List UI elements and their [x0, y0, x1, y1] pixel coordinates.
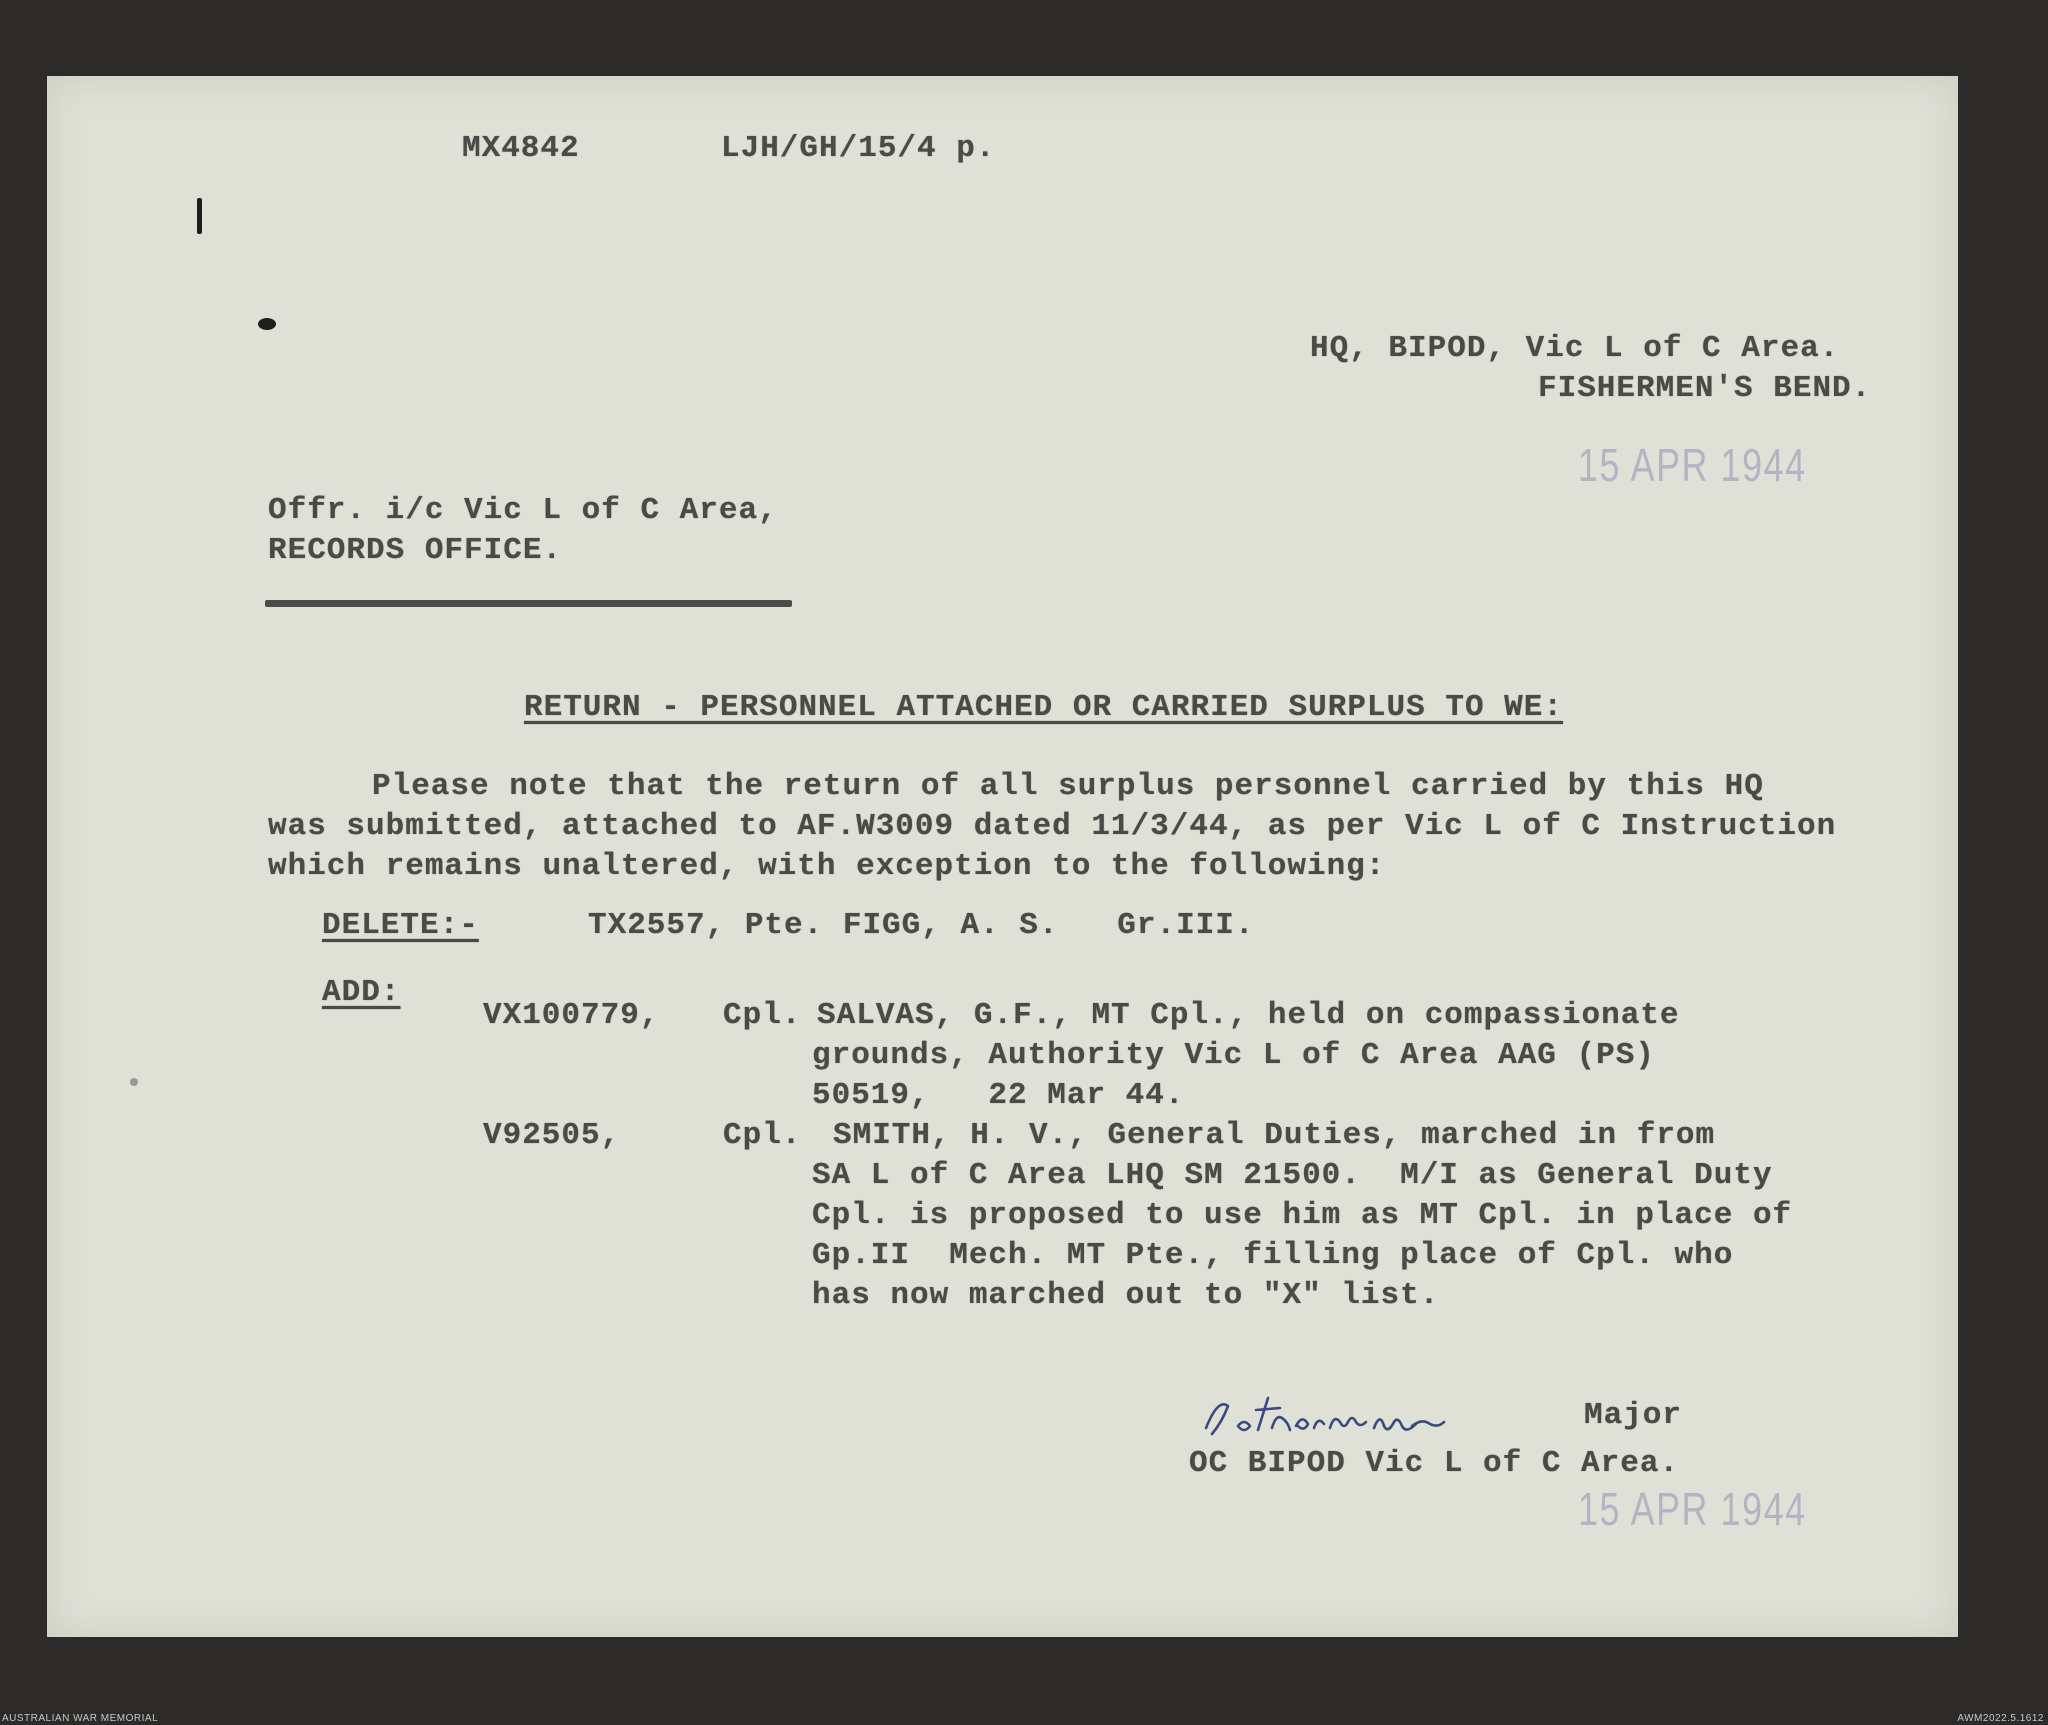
add-entry-2-line-1: SMITH, H. V., General Duties, marched in from [833, 1118, 1716, 1153]
binding-mark-3 [130, 1078, 138, 1086]
add-entry-1-line-2: grounds, Authority Vic L of C Area AAG (PS) [812, 1038, 1655, 1073]
delete-entry: TX2557, Pte. FIGG, A. S. Gr.III. [588, 908, 1255, 943]
add-entry-1-line-1: SALVAS, G.F., MT Cpl., held on compassionate [817, 998, 1680, 1033]
footer-accession: AWM2022.5.1612 [1957, 1713, 2044, 1724]
sender-line-1: HQ, BIPOD, Vic L of C Area. [1310, 331, 1840, 366]
add-entry-1-number: VX100779, [483, 998, 660, 1033]
file-number: MX4842 [462, 131, 580, 166]
add-entry-2-number: V92505, [483, 1118, 621, 1153]
add-entry-2-line-4: Gp.II Mech. MT Pte., filling place of Cpl. who [812, 1238, 1734, 1273]
delete-label: DELETE:- [322, 908, 479, 943]
binding-mark-2 [258, 318, 276, 330]
add-entry-1-rank: Cpl. [723, 998, 802, 1033]
add-entry-2-line-5: has now marched out to "X" list. [812, 1278, 1440, 1313]
recipient-line-1: Offr. i/c Vic L of C Area, [268, 493, 778, 528]
reference-number: LJH/GH/15/4 p. [721, 131, 996, 166]
add-entry-2-rank: Cpl. [723, 1118, 802, 1153]
date-stamp-bottom: 15 APR 1944 [1578, 1483, 1807, 1535]
add-entry-2-line-2: SA L of C Area LHQ SM 21500. M/I as General Duty [812, 1158, 1773, 1193]
add-label: ADD: [322, 975, 401, 1010]
sender-line-2: FISHERMEN'S BEND. [1538, 371, 1872, 406]
divider-rule [265, 600, 792, 607]
handwritten-signature [1198, 1388, 1548, 1448]
subject-heading: RETURN - PERSONNEL ATTACHED OR CARRIED SURPLUS TO WE: [524, 690, 1563, 725]
add-entry-2-line-3: Cpl. is proposed to use him as MT Cpl. in place of [812, 1198, 1793, 1233]
signatory-title: OC BIPOD Vic L of C Area. [1189, 1446, 1680, 1481]
signatory-rank: Major [1584, 1398, 1683, 1433]
footer-source: AUSTRALIAN WAR MEMORIAL [2, 1713, 159, 1724]
date-stamp-top: 15 APR 1944 [1578, 439, 1807, 491]
body-line-3: which remains unaltered, with exception to the following: [268, 849, 1386, 884]
body-line-1: Please note that the return of all surplus personnel carried by this HQ [372, 769, 1764, 804]
recipient-line-2: RECORDS OFFICE. [268, 533, 563, 568]
binding-mark-1 [197, 198, 202, 234]
body-line-2: was submitted, attached to AF.W3009 dated 11/3/44, as per Vic L of C Instruction [268, 809, 1837, 844]
add-entry-1-line-3: 50519, 22 Mar 44. [812, 1078, 1185, 1113]
